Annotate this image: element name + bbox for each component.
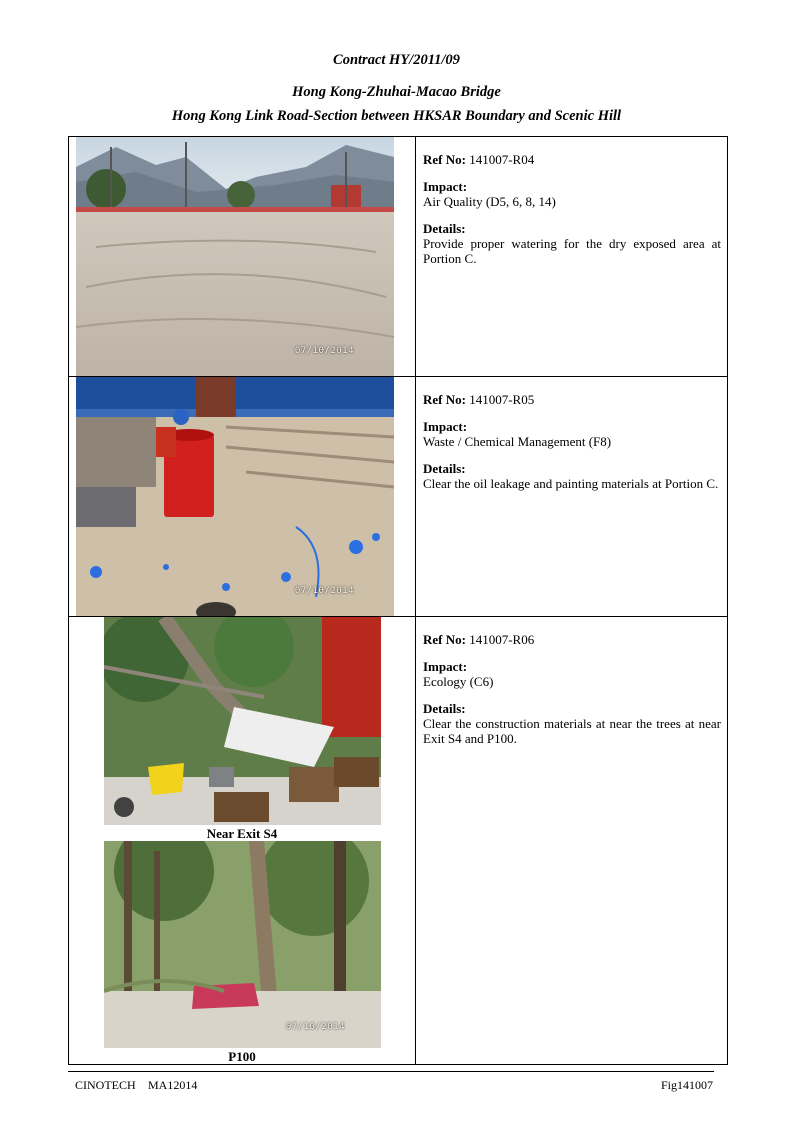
details-cell — [416, 137, 727, 376]
photo-caption: P100 — [228, 1049, 256, 1064]
photo-oil-drums — [76, 377, 394, 616]
ref-label: Ref No: — [423, 632, 466, 647]
ref-label: Ref No: — [423, 152, 466, 167]
project-title: Hong Kong-Zhuhai-Macao Bridge — [292, 84, 501, 100]
impact-label: Impact: — [423, 659, 468, 674]
ref-value: 141007-R05 — [469, 392, 535, 407]
details-label: Details: — [423, 701, 466, 716]
impact-value: Waste / Chemical Management (F8) — [423, 434, 612, 449]
date-stamp: 07/10/2014 — [294, 586, 354, 596]
photo-caption: Near Exit S4 — [206, 826, 278, 841]
footer-company: CINOTECH — [75, 1078, 136, 1092]
footer-figure-no: Fig141007 — [661, 1078, 714, 1092]
impact-value: Air Quality (D5, 6, 8, 14) — [423, 194, 556, 209]
details-label: Details: — [423, 461, 466, 476]
date-stamp: 07/10/2014 — [285, 1022, 345, 1032]
details-cell — [416, 617, 727, 1064]
ref-value: 141007-R06 — [469, 632, 535, 647]
impact-label: Impact: — [423, 179, 468, 194]
footer-report-no: MA12014 — [148, 1078, 198, 1092]
observation-row — [69, 377, 727, 617]
observation-row — [69, 617, 727, 1064]
ref-label: Ref No: — [423, 392, 466, 407]
section-title: Hong Kong Link Road-Section between HKSAR Boundary and Scenic Hill — [171, 108, 622, 124]
date-stamp: 07/10/2014 — [294, 346, 354, 356]
contract-title: Contract HY/2011/09 — [333, 52, 460, 68]
impact-value: Ecology (C6) — [423, 674, 494, 689]
observation-row — [69, 137, 727, 377]
details-value: Clear the oil leakage and painting materials at Portion C. — [423, 476, 719, 491]
photo-near-exit-s4 — [104, 617, 381, 825]
details-value: Provide proper watering for the dry exposed area at Portion C. — [423, 236, 721, 266]
details-label: Details: — [423, 221, 466, 236]
photo-cell — [69, 377, 416, 616]
details-cell — [416, 377, 727, 616]
observation-table — [68, 136, 728, 1065]
photo-cell — [69, 617, 416, 1064]
photo-cell — [69, 137, 416, 376]
details-value: Clear the construction materials at near the trees at near Exit S4 and P100. — [423, 716, 721, 746]
photo-exposed-area — [76, 137, 394, 376]
impact-label: Impact: — [423, 419, 468, 434]
ref-value: 141007-R04 — [469, 152, 535, 167]
footer-divider — [68, 1071, 714, 1072]
photo-p100 — [104, 841, 381, 1048]
